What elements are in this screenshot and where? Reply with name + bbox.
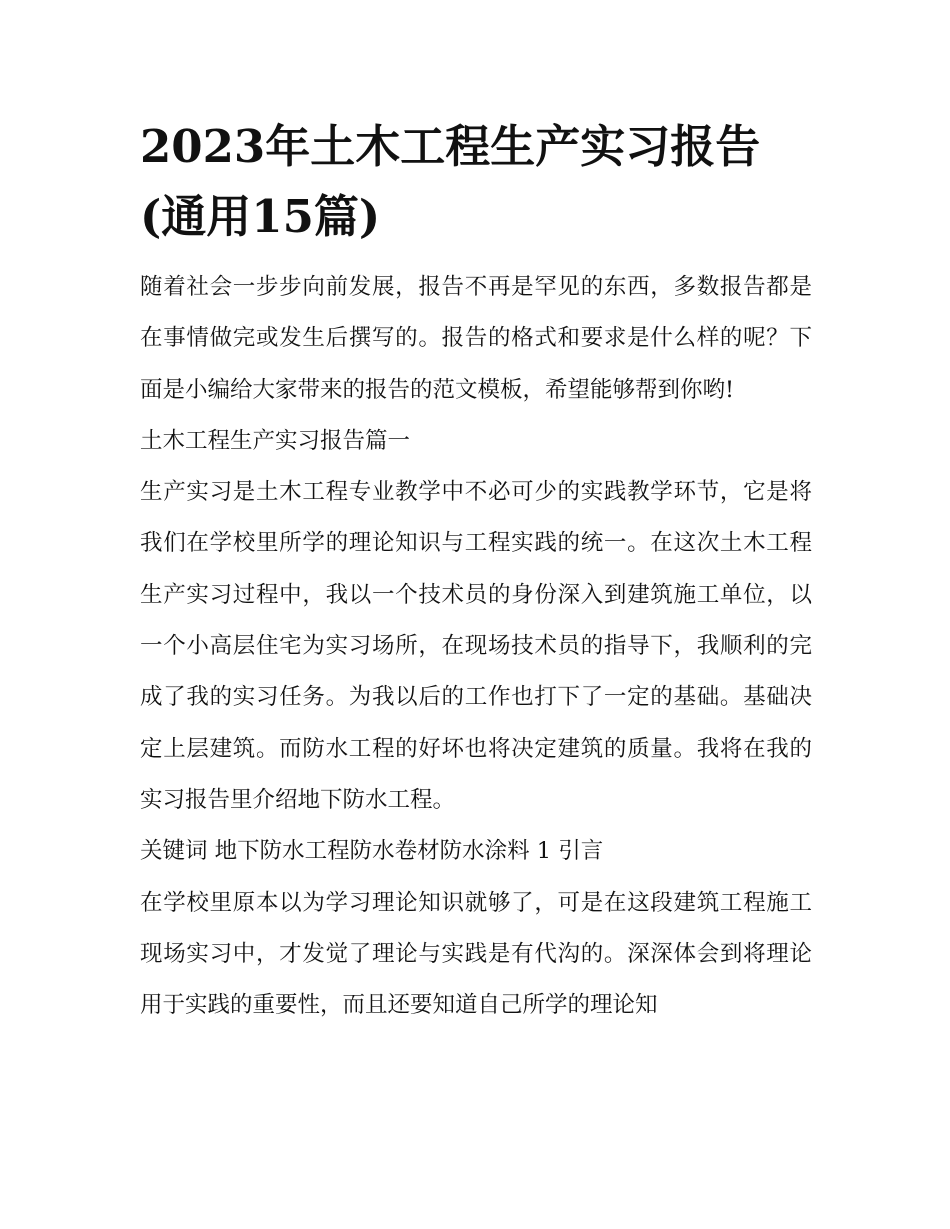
document-body [140,112,812,1031]
document-title: 2023年土木工程生产实习报告(通用15篇) [140,120,761,243]
body-paragraph: 生产实习是土木工程专业教学中不必可少的实践教学环节，它是将我们在学校里所学的理论知识与工程实践的统一。在这次土木工程生产实习过程中，我以一个技术员的身份深入到建筑施工单位，以一个小高层住宅为实习场所，在现场技术员的指导下，我顺利的完成了我的实习任务。为我以后的工作也打下了一定的基础。基础决定上层建筑。而防水工程的好坏也将决定建筑的质量。我将在我的实习报告里介绍地下防水工程。 [140,479,812,813]
section-heading: 土木工程生产实习报告篇一 [140,427,411,454]
keywords-line: 关键词 地下防水工程防水卷材防水涂料 1 引言 [140,838,604,865]
body-paragraph: 在学校里原本以为学习理论知识就够了，可是在这段建筑工程施工现场实习中，才发觉了理论与实践是有代沟的。深深体会到将理论用于实践的重要性，而且还要知道自己所学的理论知 [140,889,812,1019]
intro-paragraph: 随着社会一步步向前发展，报告不再是罕见的东西，多数报告都是在事情做完或发生后撰写的。报告的格式和要求是什么样的呢？下面是小编给大家带来的报告的范文模板，希望能够帮到你哟! [140,274,812,403]
